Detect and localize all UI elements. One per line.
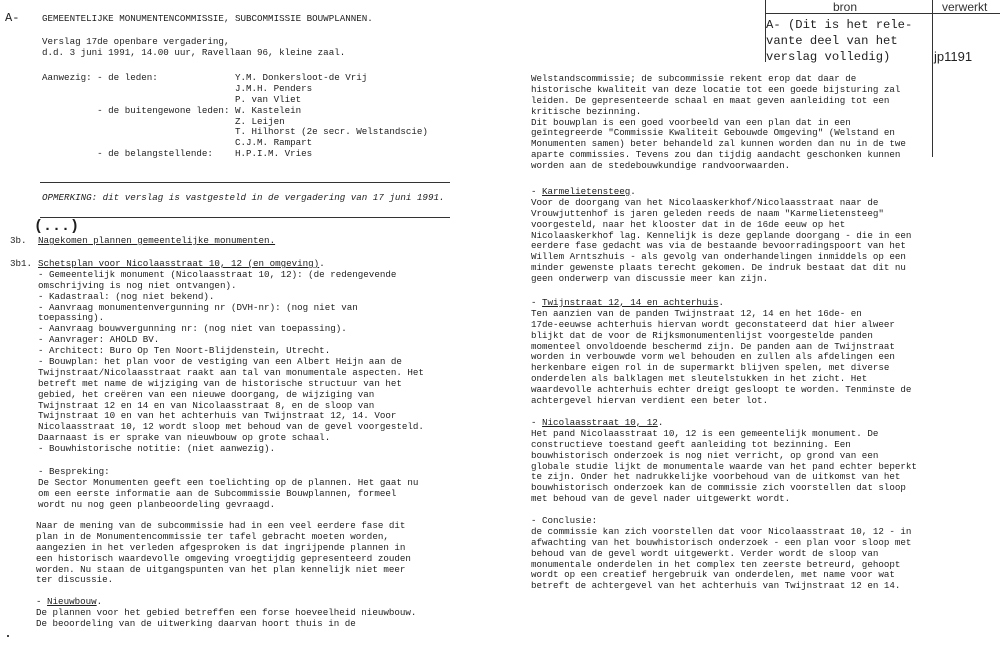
- text-line: De plannen voor het gebied betreffen een forse hoeveelheid nieuwbouw.: [36, 606, 417, 618]
- text-line: Aanwezig: - de leden: Y.M. Donkersloot-de Vrij: [42, 72, 368, 83]
- text-line: - Nicolaasstraat 10, 12.: [531, 417, 664, 428]
- text-line: Twijnstraat 10 en van het achterhuis van Twijnstraat 12, 14. Voor: [38, 410, 397, 422]
- text-line: Z. Leijen: [42, 115, 285, 127]
- text-line: eerdere fase gedacht was via de bestaande bevoorradingspoort van het: [531, 240, 906, 252]
- text-line: - Aanvraag monumentenvergunning nr (DVH-nr): (nog niet van: [38, 301, 358, 313]
- text-line: betreft de achtergevel van het achterhuis van Twijnstraat 12 en 14.: [531, 580, 901, 592]
- text-line: 17de-eeuwse achterhuis hiervan wordt geconstateerd dat hier alweer: [531, 318, 895, 330]
- subheading: Twijnstraat 12, 14 en achterhuis: [542, 297, 719, 308]
- text-line: Willem Arntszhuis - als gevolg van onderhandelingen inmiddels op een: [531, 251, 906, 263]
- text-line: - Karmelietensteeg.: [531, 186, 636, 197]
- text-line: monumentale onderdelen in het complex ten zeerste betreurd, gehoopt: [531, 558, 901, 570]
- text-line: met behoud van de gevel nader uitgewerkt wordt.: [531, 493, 791, 505]
- subheading: Nicolaasstraat 10, 12: [542, 417, 658, 428]
- text-line: bouwhistorisch onderzoek kan de commissie zich voorstellen dat sloop: [531, 482, 906, 494]
- text-line: d.d. 3 juni 1991, 14.00 uur, Ravellaan 96, kleine zaal.: [42, 46, 346, 58]
- text-line: J.M.H. Penders: [42, 82, 313, 94]
- karmelietensteeg-block: [531, 187, 911, 285]
- section-3b-number: 3b.: [10, 235, 27, 246]
- text-line: plan in de Monumentencommissie ter tafel gebracht moeten worden,: [36, 530, 389, 542]
- stamp-border: [932, 0, 933, 157]
- text-line: omschrijving is nog niet ontvangen).: [38, 279, 237, 291]
- nicolaasstraat-block: [531, 418, 917, 505]
- ellipsis-mark: (...): [34, 218, 80, 235]
- text-line: de commissie kan zich voorstellen dat voor Nicolaasstraat 10, 12 - in: [531, 525, 912, 537]
- divider: [40, 182, 450, 183]
- text-line: afwachting van het bouwhistorisch onderzoek - een plan voor sloop met: [531, 536, 912, 548]
- text-line: Voor de doorgang van het Nicolaaskerkhof/Nicolaasstraat naar de: [531, 196, 879, 208]
- text-line: betreft met name de wijziging van de historische structuur van het: [38, 377, 402, 389]
- section-3b1-body: [38, 259, 424, 455]
- text-line: Ten aanzien van de panden Twijnstraat 12, 14 en het 16de- en: [531, 307, 862, 319]
- text-line: ter discussie.: [36, 574, 114, 586]
- mening-block: [36, 521, 411, 586]
- text-line: Schetsplan voor Nicolaasstraat 10, 12 (en omgeving).: [38, 258, 325, 269]
- text-line: C.J.M. Rampart: [42, 137, 313, 149]
- section-3b-title: Nagekomen plannen gemeentelijke monumenten.: [38, 235, 276, 246]
- text-line: Vrouwjuttenhof is jaren geleden reeds de naam "Karmelietensteeg": [531, 207, 884, 219]
- text-line: - Nieuwbouw.: [36, 596, 103, 607]
- text-line: Verslag 17de openbare vergadering,: [42, 36, 230, 47]
- text-line: worden aan de stedebouwkundige randvoorwaarden.: [531, 160, 791, 172]
- text-line: aangezien in het verleden afgesproken is dat ingrijpende plannen in: [36, 541, 406, 553]
- text-line: - Aanvrager: AHOLD BV.: [38, 334, 160, 346]
- conclusie-block: [531, 516, 911, 592]
- text-line: aparte commissies. Tevens zou dan tijdig aandacht geschonken kunnen: [531, 149, 901, 161]
- text-line: een historisch waardevolle omgeving vroegtijdig gepresenteerd zouden: [36, 552, 411, 564]
- text-line: globale studie lijkt de monumentale waarde van het pand echter beperkt: [531, 460, 917, 472]
- text-line: waardevolle achterhuis echter dreigt gesloopt te worden. Tenminste de: [531, 384, 912, 396]
- text-line: - Architect: Buro Op Ten Noort-Blijdenstein, Utrecht.: [38, 345, 331, 357]
- text-line: historische kwaliteit van deze locatie tot een goede bijsturing zal: [531, 83, 901, 95]
- opmerking-note: OPMERKING: dit verslag is vastgesteld in de vergadering van 17 juni 1991.: [42, 192, 445, 203]
- subheading: Nieuwbouw: [47, 596, 97, 607]
- welstand-block: [531, 74, 906, 172]
- text-line: te zijn. Onder het nadrukkelijke voorbehoud van de uitkomst van het: [531, 471, 901, 483]
- text-line: Nicolaasstraat 10, 12 wordt sloop met behoud van de gevel voorgesteld.: [38, 421, 424, 433]
- subheading: Karmelietensteeg: [542, 186, 631, 197]
- verslag-block: [42, 37, 345, 59]
- text-line: - Aanvraag bouwvergunning nr: (nog niet van toepassing).: [38, 323, 347, 335]
- text-line: - Bouwhistorische notitie: (niet aanwezig).: [38, 443, 276, 455]
- stamp-header-verwerkt: verwerkt: [942, 0, 988, 14]
- text-line: minder gewenste plaats terecht gekomen. De indruk bestaat dat dit nu: [531, 262, 906, 274]
- bespreking-block: [38, 467, 418, 511]
- text-line: Welstandscommissie; de subcommissie rekent erop dat daar de: [531, 73, 857, 84]
- twijnstraat-block: [531, 298, 911, 407]
- text-line: wordt nu nog geen planbeoordeling gevraagd.: [38, 498, 276, 510]
- stamp-header-bron: bron: [833, 0, 858, 14]
- text-line: worden in verbouwde vorm wel behouden en zullen als afdelingen een: [531, 351, 895, 363]
- text-line: blijkt dat de voor de Rijksmonumentenlijst voorgestelde panden: [531, 329, 873, 341]
- subheading: Schetsplan voor Nicolaasstraat 10, 12 (en omgeving): [38, 258, 320, 269]
- text-line: kritische bezinning.: [531, 105, 642, 117]
- text-line: T. Hilhorst (2e secr. Welstandscie): [42, 126, 428, 138]
- text-line: - Twijnstraat 12, 14 en achterhuis.: [531, 297, 724, 308]
- text-line: voorgesteld, naar het klooster dat in de 16de eeuw op het: [531, 218, 846, 230]
- text-line: Nicolaaskerkhof lag. Kennelijk is deze geplande doorgang - die in een: [531, 229, 912, 241]
- stamp-verwerkt-text: jp1191: [934, 49, 973, 64]
- text-line: worden. Nu staan de uitgangspunten van het plan kennelijk niet meer: [36, 563, 406, 575]
- text-line: - Gemeentelijk monument (Nicolaasstraat 10, 12): (de redengevende: [38, 268, 397, 280]
- text-line: behoud van de gevel wordt uitgewerkt. Verder wordt de sloop van: [531, 547, 879, 559]
- text-line: om een eerste informatie aan de Subcommissie Bouwplannen, formeel: [38, 487, 397, 499]
- text-line: gebied, het creëren van een nieuwe doorgang, de wijziging van: [38, 388, 375, 400]
- text-line: Dit bouwplan is een goed voorbeeld van een plan dat in een: [531, 116, 851, 128]
- nieuwbouw-block: [36, 597, 416, 630]
- text-line: geen onderwerp van discussie meer kan zijn.: [531, 273, 769, 285]
- text-line: wordt op een creatief hergebruik van onderdelen, met name voor wat: [531, 569, 895, 581]
- text-line: bouwhistorisch onderzoek is nog niet verricht, op grond van een: [531, 449, 879, 461]
- text-line: constructieve toestand geeft aanleiding tot bezinning. Een: [531, 438, 851, 450]
- text-line: leiden. De gepresenteerde schaal en maat geven aanleiding tot een: [531, 94, 890, 106]
- section-3b1-number: 3b1.: [10, 258, 33, 269]
- divider: [40, 217, 450, 218]
- text-line: - Bouwplan: het plan voor de vestiging van een Albert Heijn aan de: [38, 356, 402, 368]
- text-line: momenteel onvoldoende beschermd zijn. De panden aan de Twijnstraat: [531, 340, 895, 352]
- text-line: Twijnstraat/Nicolaasstraat raakt aan tal van monumentale aspecten. Het: [38, 366, 424, 378]
- text-line: De Sector Monumenten geeft een toelichting op de plannen. Het gaat nu: [38, 476, 419, 488]
- text-line: Daarnaast is er sprake van nieuwbouw op grote schaal.: [38, 432, 331, 444]
- text-line: onderdelen als balklagen met sleutelstukken in het zicht. Het: [531, 373, 868, 385]
- text-line: Twijnstraat 12 en 14 en van Nicolaasstraat 8, en de sloop van: [38, 399, 375, 411]
- text-line: achtergevel hiervan verdient een beter lot.: [531, 395, 769, 407]
- text-line: toepassing).: [38, 312, 105, 324]
- stamp-bron-text: A- (Dit is het rele- vante deel van het verslag volledig): [766, 18, 913, 64]
- text-line: herkenbare eigen rol in de supermarkt blijven spelen, met diverse: [531, 362, 890, 374]
- margin-mark: A-: [5, 11, 20, 25]
- text-line: - de buitengewone leden: W. Kastelein: [42, 104, 302, 116]
- text-line: - Conclusie:: [531, 515, 598, 526]
- text-line: Naar de mening van de subcommissie had in een veel eerdere fase dit: [36, 520, 406, 531]
- text-line: - de belangstellende: H.P.I.M. Vries: [42, 148, 313, 160]
- text-line: geïntegreerde "Commissie Kwaliteit Gebouwde Omgeving" (Welstand en: [531, 127, 895, 139]
- text-line: Monumenten samen) beter behandeld zal kunnen worden dan nu in de twe: [531, 138, 906, 150]
- attendees-block: [42, 73, 428, 160]
- document-header: GEMEENTELIJKE MONUMENTENCOMMISSIE, SUBCOMMISSIE BOUWPLANNEN.: [42, 13, 373, 24]
- speck: [7, 635, 9, 637]
- text-line: - Bespreking:: [38, 466, 110, 477]
- text-line: P. van Vliet: [42, 93, 302, 105]
- text-line: - Kadastraal: (nog niet bekend).: [38, 290, 215, 302]
- text-line: De beoordeling van de uitwerking daarvan hoort thuis in de: [36, 617, 356, 629]
- text-line: Het pand Nicolaasstraat 10, 12 is een gemeentelijk monument. De: [531, 427, 879, 439]
